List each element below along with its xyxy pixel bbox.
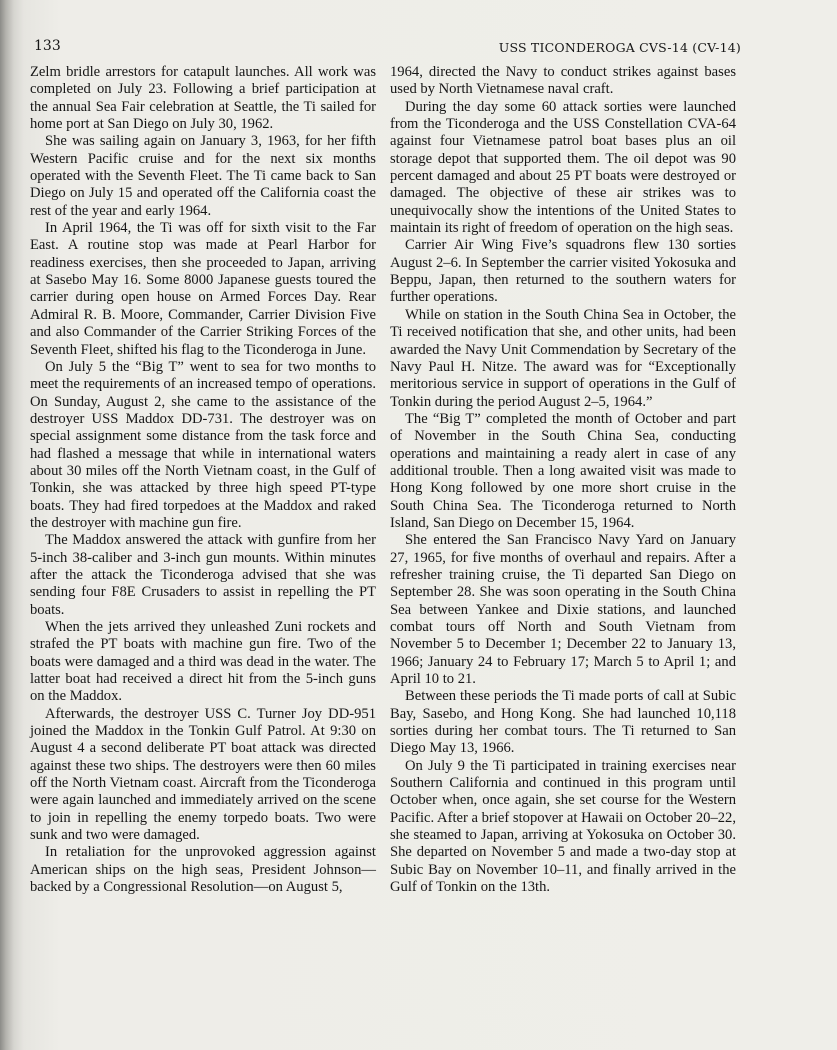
paragraph: When the jets arrived they unleashed Zuni rockets and strafed the PT boats with machine gun fire. Two of the boats were damaged and a third was dead in the water. The latter boat had received a direct hit from the 5-inch guns on the Maddox. (30, 619, 376, 705)
right-column (390, 64, 736, 897)
paragraph: 1964, directed the Navy to conduct strikes against bases used by North Vietnamese naval craft. (390, 64, 736, 98)
paragraph: Carrier Air Wing Five’s squadrons flew 130 sorties August 2–6. In September the carrier visited Yokosuka and Beppu, Japan, then returned to the southern waters for further operations. (390, 237, 736, 306)
paragraph: Between these periods the Ti made ports of call at Subic Bay, Sasebo, and Hong Kong. She had launched 10,118 sorties during her combat tours. The Ti returned to San Diego May 13, 1966. (390, 688, 736, 757)
paragraph: In April 1964, the Ti was off for sixth visit to the Far East. A routine stop was made at Pearl Harbor for readiness exercises, then she proceeded to Japan, arriving at Sasebo May 16. Some 8000 Japanese guests toured the carrier during open house on Armed Forces Day. Rear Admiral R. B. Moore, Commander, Carrier Division Five and also Commander of the Carrier Striking Forces of the Seventh Fleet, shifted his flag to the Ticonderoga in June. (30, 220, 376, 358)
paragraph: The Maddox answered the attack with gunfire from her 5-inch 38-caliber and 3-inch gun mounts. Within minutes after the attack the Ticonderoga advised that she was sending four F8E Crusaders to assist in repelling the PT boats. (30, 532, 376, 618)
paragraph: She entered the San Francisco Navy Yard on January 27, 1965, for five months of overhaul and repairs. After a refresher training cruise, the Ti departed San Diego on September 28. She was soon operating in the South China Sea between Yankee and Dixie stations, and launched combat tours off North and South Vietnam from November 5 to December 1; December 22 to January 13, 1966; January 24 to February 17; March 5 to April 1; and April 10 to 21. (390, 532, 736, 688)
left-column (30, 64, 376, 897)
paragraph: On July 9 the Ti participated in training exercises near Southern California and continued in this program until October when, once again, she set course for the Western Pacific. After a brief stopover at Hawaii on October 20–22, she steamed to Japan, arriving at Yokosuka on October 30. She departed on November 5 and made a two-day stop at Subic Bay on November 10–11, and finally arrived in the Gulf of Tonkin on the 13th. (390, 757, 736, 896)
page-number: 133 (34, 38, 61, 54)
paragraph: During the day some 60 attack sorties were launched from the Ticonderoga and the USS Constellation CVA-64 against four Vietnamese patrol boat bases plus an oil storage depot that supported them. The oil depot was 90 percent damaged and about 25 PT boats were destroyed or damaged. The objective of these air strikes was to unequivocally show the intentions of the United States to maintain its right of freedom of operation on the high seas. (390, 98, 736, 237)
paragraph: Afterwards, the destroyer USS C. Turner Joy DD-951 joined the Maddox in the Tonkin Gulf Patrol. At 9:30 on August 4 a second deliberate PT boat attack was directed against these two ships. The destroyers were then 60 miles off the North Vietnam coast. Aircraft from the Ticonderoga were again launched and immediately arrived on the scene to join in repelling the enemy torpedo boats. Two were sunk and two were damaged. (30, 705, 376, 844)
running-head: USS TICONDEROGA CVS-14 (CV-14) (498, 40, 741, 55)
paragraph: The “Big T” completed the month of October and part of November in the South China Sea, conducting operations and maintaining a ready alert in case of any additional trouble. Then a long awaited visit was made to Hong Kong followed by one more short cruise in the South China Sea. The Ticonderoga returned to North Island, San Diego on December 15, 1964. (390, 410, 736, 531)
paragraph: Zelm bridle arrestors for catapult launches. All work was completed on July 23. Following a brief participation at the annual Sea Fair celebration at Seattle, the Ti sailed for home port at San Diego on July 30, 1962. (30, 64, 376, 133)
paragraph: She was sailing again on January 3, 1963, for her fifth Western Pacific cruise and for the next six months operated with the Seventh Fleet. The Ti came back to San Diego on July 15 and operated off the California coast the rest of the year and early 1964. (30, 133, 376, 219)
paragraph: While on station in the South China Sea in October, the Ti received notification that she, and other units, had been awarded the Navy Unit Commendation by Secretary of the Navy Paul H. Nitze. The award was for “Exceptionally meritorious service in support of operations in the Gulf of Tonkin during the period August 2–5, 1964.” (390, 306, 736, 410)
paragraph: On July 5 the “Big T” went to sea for two months to meet the requirements of an increased tempo of operations. On Sunday, August 2, she came to the assistance of the destroyer USS Maddox DD-731. The destroyer was on special assignment some distance from the task force and had flashed a message that while in international waters about 30 miles off the North Vietnam coast, in the Gulf of Tonkin, she was attacked by three high speed PT-type boats. They had fired torpedoes at the Maddox and raked the destroyer with machine gun fire. (30, 358, 376, 531)
page-header (34, 38, 741, 58)
paragraph: In retaliation for the unprovoked aggression against American ships on the high seas, President Johnson—backed by a Congressional Resolution—on August 5, (30, 844, 376, 896)
